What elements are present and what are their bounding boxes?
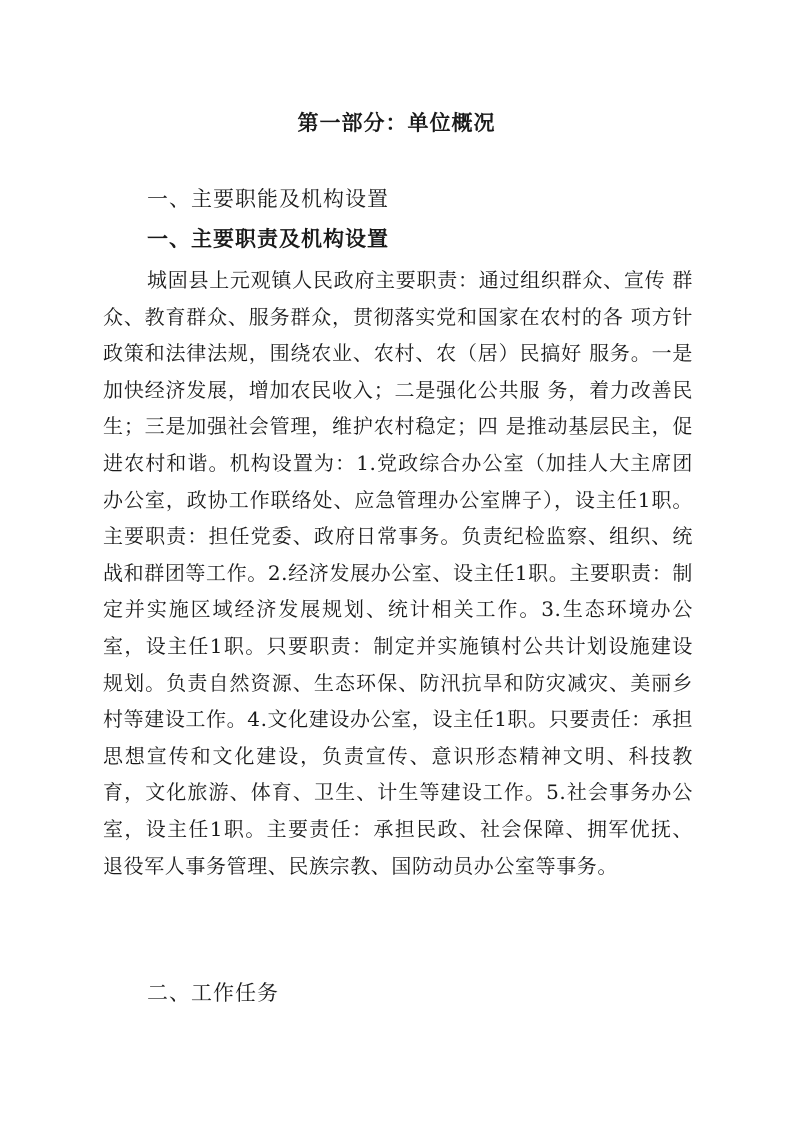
section-heading-functions: 一、主要职能及机构设置 [147,187,389,211]
body-paragraph: 城固县上元观镇人民政府主要职责：通过组织群众、宣传 群众、教育群众、服务群众，贯彻落实党和国家在农村的各 项方针政策和法律法规，围绕农业、农村、农（居）民搞好 服务。一是加快经济发展，增加农民收入；二是强化公共服 务，着力改善民生；三是加强社会管理，维护农村稳定；四 是推动基层民主，促进农村和谐。机构设置为：1.党政综合办公室（加挂人大主席团办公室，政协工作联络处、应急管理办公室牌子），设主任1职。主要职责：担任党委、政府日常事务。负责纪检监察、组织、统战和群团等工作。2.经济发展办公室、设主任1职。主要职责：制定并实施区域经济发展规划、统计相关工作。3.生态环境办公室，设主任1职。只要职责：制定并实施镇村公共计划设施建设规划。负责自然资源、生态环保、防汛抗旱和防灾减灾、美丽乡村等建设工作。4.文化建设办公室，设主任1职。只要责任：承担思想宣传和文化建设，负责宣传、意识形态精神文明、科技教育，文化旅游、体育、卫生、计生等建设工作。5.社会事务办公室，设主任1职。主要责任：承担民政、社会保障、拥军优抚、退役军人事务管理、民族宗教、国防动员办公室等事务。 [103,268,693,878]
section-heading-tasks: 二、工作任务 [147,981,279,1005]
section-heading-duties: 一、主要职责及机构设置 [147,227,389,251]
document-title: 第一部分：单位概况 [297,111,496,135]
